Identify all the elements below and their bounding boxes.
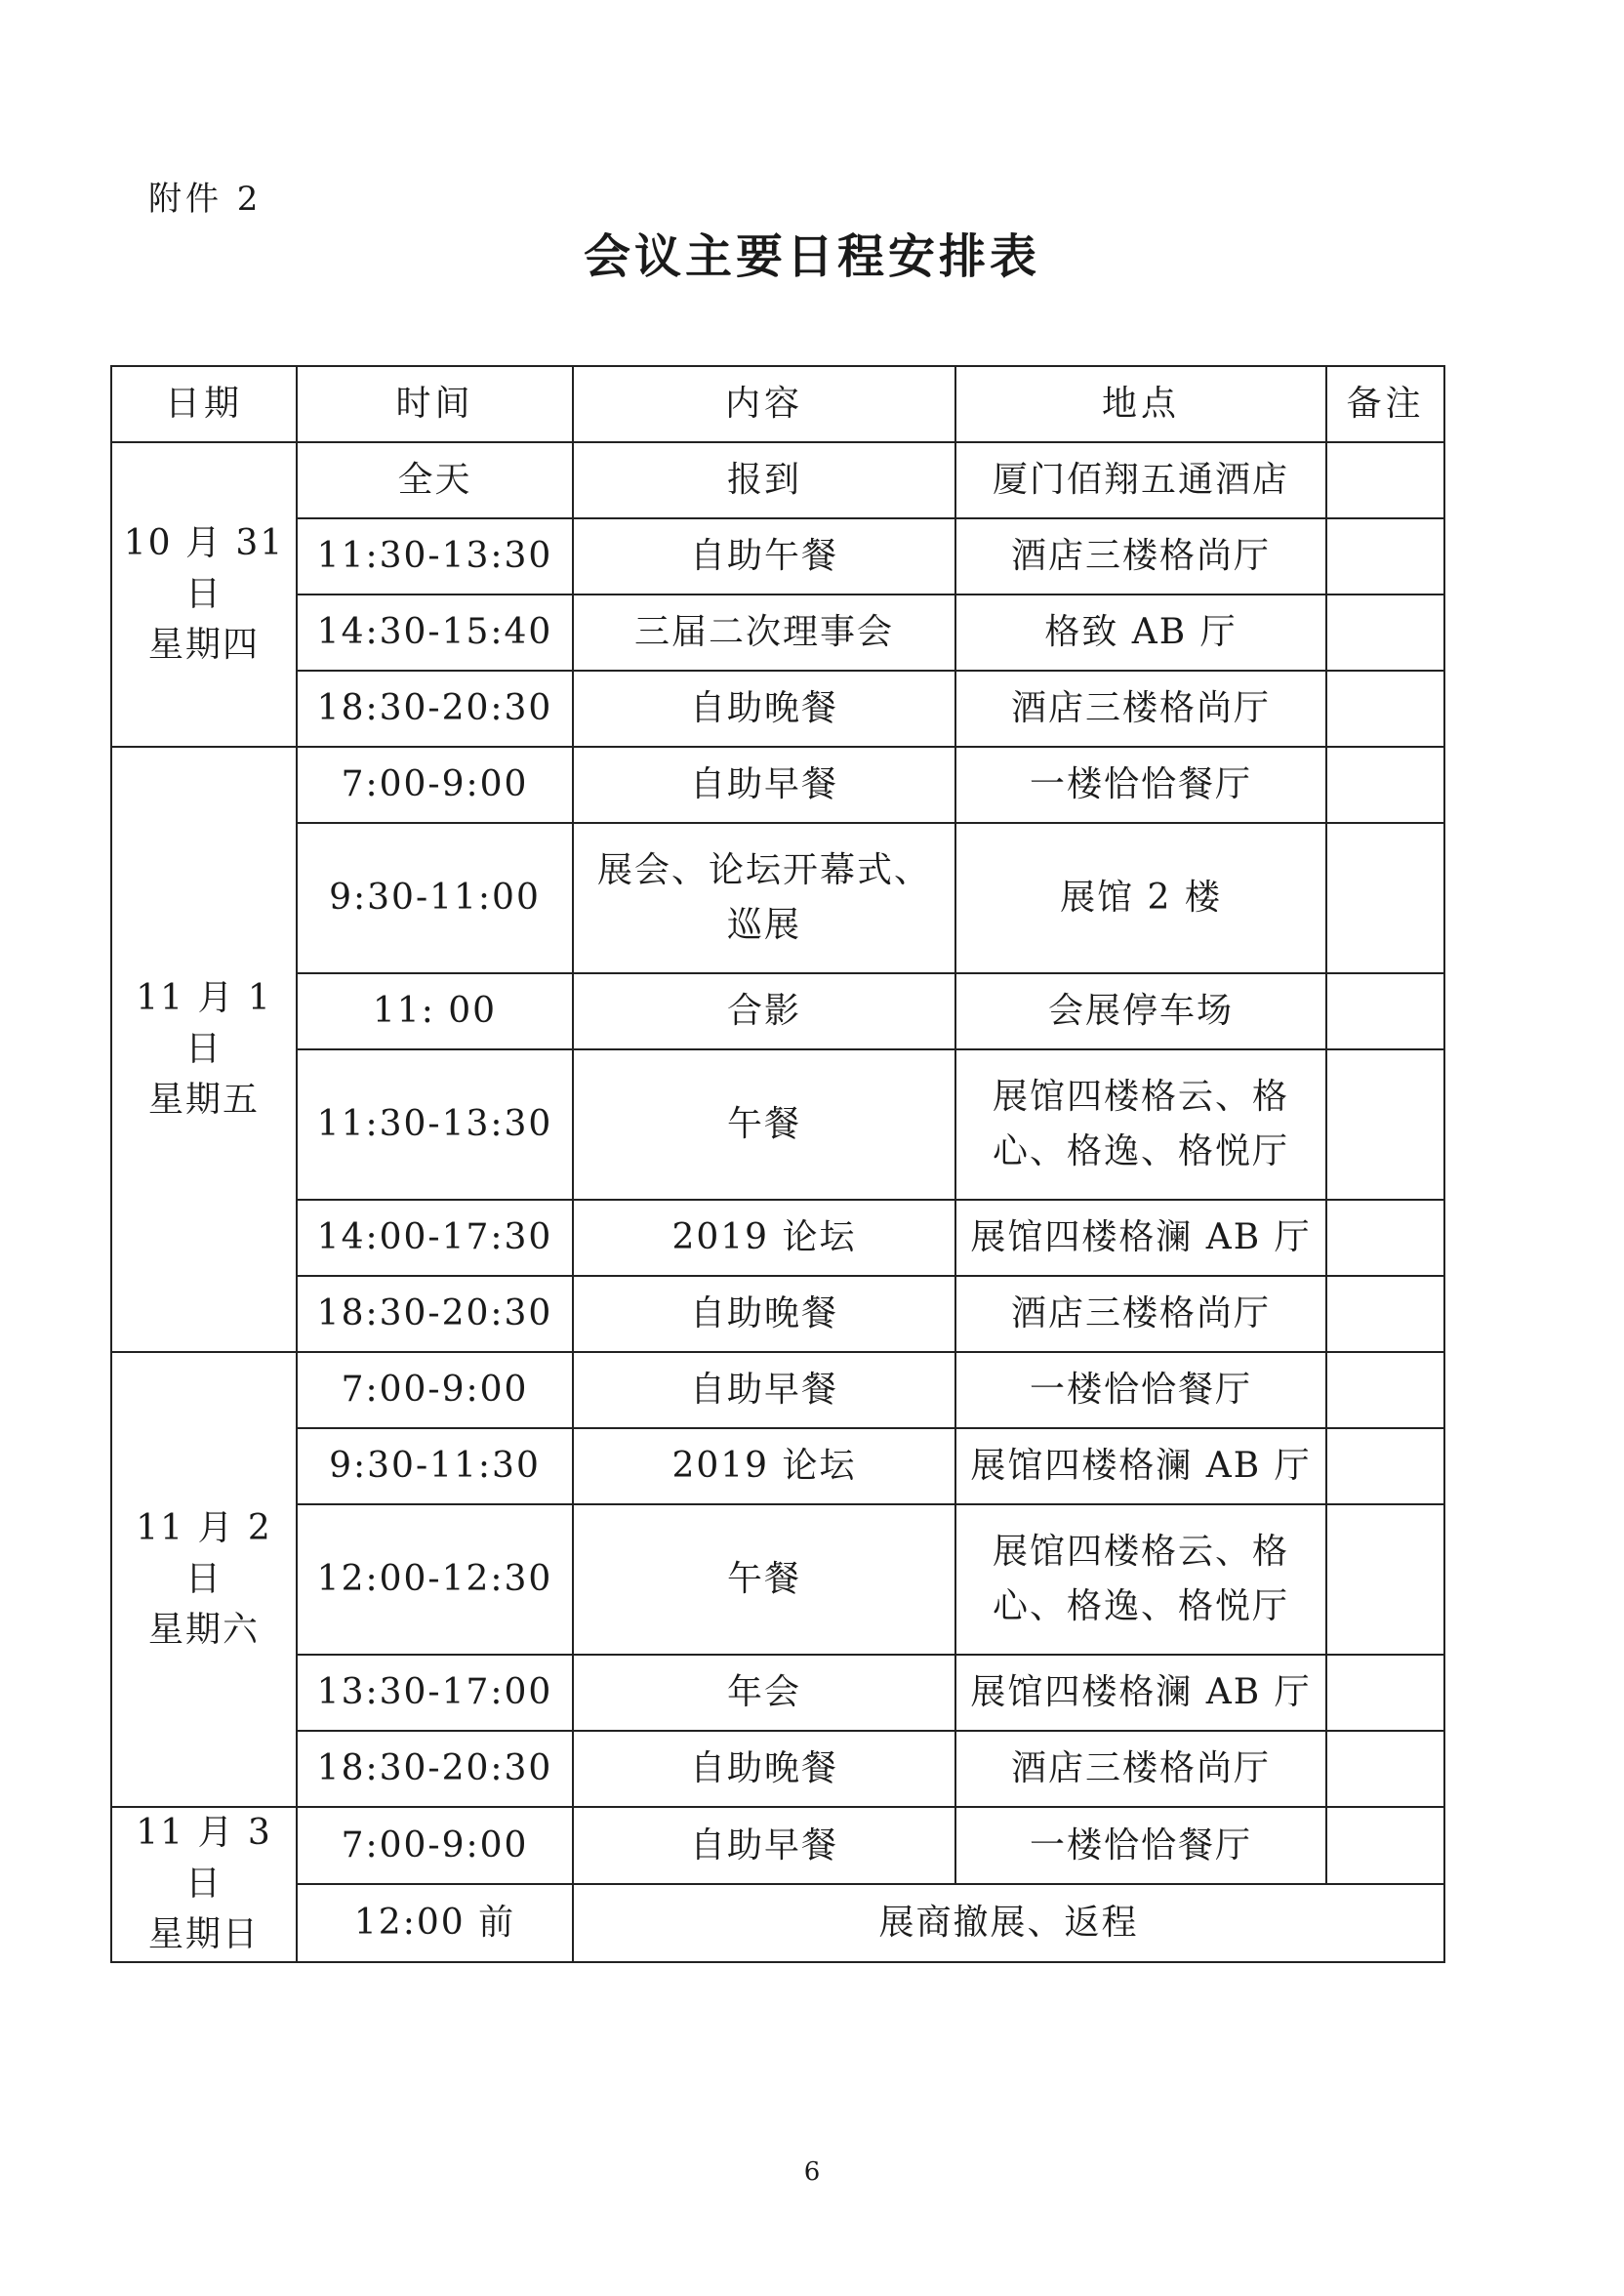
note-cell — [1326, 518, 1444, 594]
note-cell — [1326, 747, 1444, 823]
schedule-body — [111, 442, 1444, 1962]
time-cell: 7:00-9:00 — [297, 1807, 573, 1884]
location-cell: 展馆 2 楼 — [955, 823, 1326, 973]
content-cell: 自助早餐 — [573, 747, 955, 823]
note-cell — [1326, 1655, 1444, 1731]
content-cell: 展会、论坛开幕式、 巡展 — [573, 823, 955, 973]
time-cell: 11:30-13:30 — [297, 1049, 573, 1200]
table-row — [111, 1655, 1444, 1731]
time-cell: 12:00 前 — [297, 1884, 573, 1961]
note-cell — [1326, 594, 1444, 671]
time-cell: 9:30-11:30 — [297, 1428, 573, 1504]
time-cell: 18:30-20:30 — [297, 1276, 573, 1352]
location-cell: 酒店三楼格尚厅 — [955, 518, 1326, 594]
content-cell: 自助晚餐 — [573, 1276, 955, 1352]
table-row — [111, 1504, 1444, 1655]
note-cell — [1326, 973, 1444, 1049]
date-cell: 11 月 3 日 星期日 — [111, 1807, 297, 1962]
note-cell — [1326, 671, 1444, 747]
schedule-table — [110, 365, 1445, 1963]
note-cell — [1326, 1276, 1444, 1352]
table-row — [111, 1884, 1444, 1961]
location-cell: 格致 AB 厅 — [955, 594, 1326, 671]
date-cell: 11 月 2 日 星期六 — [111, 1352, 297, 1807]
content-cell: 午餐 — [573, 1049, 955, 1200]
location-cell: 展馆四楼格云、格 心、格逸、格悦厅 — [955, 1504, 1326, 1655]
table-row — [111, 671, 1444, 747]
table-row — [111, 1200, 1444, 1276]
content-cell: 午餐 — [573, 1504, 955, 1655]
location-cell: 一楼恰恰餐厅 — [955, 1352, 1326, 1428]
time-cell: 11:30-13:30 — [297, 518, 573, 594]
note-cell — [1326, 1428, 1444, 1504]
column-header-location: 地点 — [955, 366, 1326, 442]
content-cell: 三届二次理事会 — [573, 594, 955, 671]
content-cell: 自助早餐 — [573, 1352, 955, 1428]
attachment-label: 附件 2 — [148, 180, 263, 219]
content-cell: 自助午餐 — [573, 518, 955, 594]
note-cell — [1326, 1200, 1444, 1276]
content-cell: 自助早餐 — [573, 1807, 955, 1884]
table-row — [111, 518, 1444, 594]
time-cell: 全天 — [297, 442, 573, 518]
page-number: 6 — [803, 2157, 821, 2187]
note-cell — [1326, 823, 1444, 973]
table-row — [111, 823, 1444, 973]
time-cell: 18:30-20:30 — [297, 671, 573, 747]
table-row — [111, 1807, 1444, 1884]
location-cell: 酒店三楼格尚厅 — [955, 1276, 1326, 1352]
location-cell: 展馆四楼格澜 AB 厅 — [955, 1428, 1326, 1504]
time-cell: 12:00-12:30 — [297, 1504, 573, 1655]
content-cell: 自助晚餐 — [573, 1731, 955, 1807]
table-row — [111, 1731, 1444, 1807]
date-cell: 10 月 31 日 星期四 — [111, 442, 297, 747]
note-cell — [1326, 1049, 1444, 1200]
table-row — [111, 1428, 1444, 1504]
time-cell: 9:30-11:00 — [297, 823, 573, 973]
time-cell: 11: 00 — [297, 973, 573, 1049]
content-cell: 2019 论坛 — [573, 1200, 955, 1276]
location-cell: 展馆四楼格澜 AB 厅 — [955, 1655, 1326, 1731]
time-cell: 14:30-15:40 — [297, 594, 573, 671]
location-cell: 一楼恰恰餐厅 — [955, 747, 1326, 823]
content-cell: 自助晚餐 — [573, 671, 955, 747]
content-cell: 年会 — [573, 1655, 955, 1731]
column-header-note: 备注 — [1326, 366, 1444, 442]
table-row — [111, 1352, 1444, 1428]
table-row — [111, 973, 1444, 1049]
time-cell: 7:00-9:00 — [297, 747, 573, 823]
note-cell — [1326, 1504, 1444, 1655]
content-cell: 2019 论坛 — [573, 1428, 955, 1504]
page-title: 会议主要日程安排表 — [583, 229, 1040, 284]
header-row — [111, 366, 1444, 442]
table-row — [111, 1049, 1444, 1200]
location-cell: 展馆四楼格澜 AB 厅 — [955, 1200, 1326, 1276]
time-cell: 14:00-17:30 — [297, 1200, 573, 1276]
column-header-content: 内容 — [573, 366, 955, 442]
note-cell — [1326, 1731, 1444, 1807]
column-header-date: 日期 — [111, 366, 297, 442]
time-cell: 13:30-17:00 — [297, 1655, 573, 1731]
table-row — [111, 1276, 1444, 1352]
time-cell: 7:00-9:00 — [297, 1352, 573, 1428]
content-cell: 合影 — [573, 973, 955, 1049]
date-cell: 11 月 1 日 星期五 — [111, 747, 297, 1352]
table-row — [111, 747, 1444, 823]
table-row — [111, 594, 1444, 671]
location-cell: 酒店三楼格尚厅 — [955, 671, 1326, 747]
location-cell: 展馆四楼格云、格 心、格逸、格悦厅 — [955, 1049, 1326, 1200]
table-row — [111, 442, 1444, 518]
location-cell: 会展停车场 — [955, 973, 1326, 1049]
content-cell: 报到 — [573, 442, 955, 518]
location-cell: 酒店三楼格尚厅 — [955, 1731, 1326, 1807]
location-cell: 厦门佰翔五通酒店 — [955, 442, 1326, 518]
note-cell — [1326, 1807, 1444, 1884]
merged-cell: 展商撤展、返程 — [573, 1884, 1444, 1961]
location-cell: 一楼恰恰餐厅 — [955, 1807, 1326, 1884]
time-cell: 18:30-20:30 — [297, 1731, 573, 1807]
note-cell — [1326, 1352, 1444, 1428]
note-cell — [1326, 442, 1444, 518]
column-header-time: 时间 — [297, 366, 573, 442]
